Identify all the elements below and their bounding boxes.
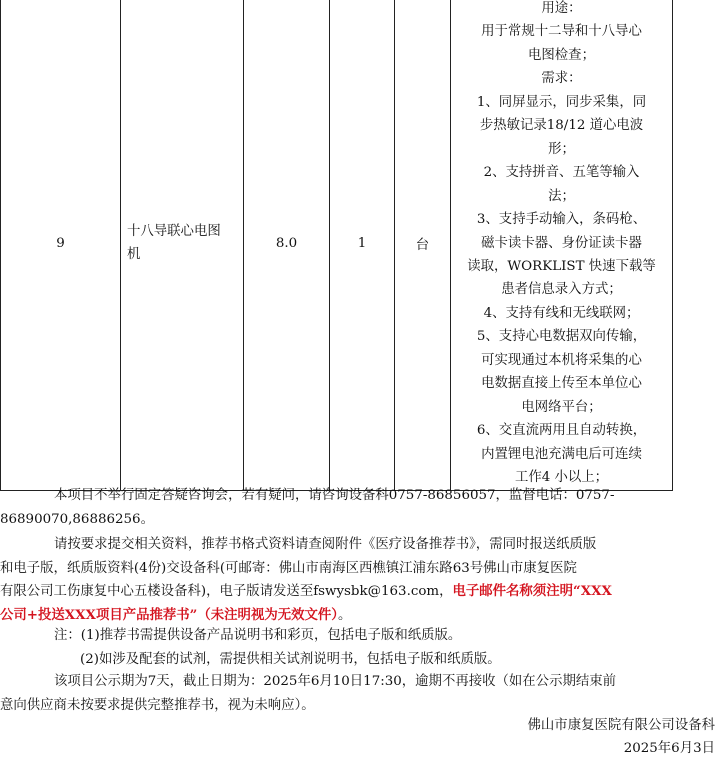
requirement-line: 内置锂电池充满电后可连续 — [481, 446, 642, 462]
requirement-line: 用途： — [541, 1, 582, 16]
requirement-line: 需求： — [541, 71, 582, 87]
note-1: 注：(1)推荐书需提供设备产品说明书和彩页，包括电子版和纸质版。 — [54, 628, 462, 643]
requirement-line: 形； — [548, 141, 575, 157]
item-number: 9 — [1, 0, 121, 490]
requirement-line: 4、支持有线和无线联网； — [483, 305, 640, 321]
notes — [0, 624, 714, 671]
requirement-line: 读取，WORKLIST 快速下载等 — [467, 258, 656, 274]
requirement-line: 6、交直流两用且自动转换， — [476, 423, 647, 439]
signature-block — [528, 714, 715, 760]
requirement-line: 步热敏记录18/12 道心电波 — [479, 118, 644, 134]
requirement-line: 电图检查； — [528, 47, 595, 63]
requirement-line: 2、支持拼音、五笔等输入 — [483, 165, 640, 181]
requirements-list — [451, 0, 672, 490]
signature-date: 2025年6月3日 — [623, 741, 715, 756]
table-row — [1, 0, 673, 490]
period-paragraph: 该项目公示期为7天，截止日期为：2025年6月10日17:30，逾期不再接收（如在公示期结束前 意向供应商未按要求提供完整推荐书，视为未响应）。 — [0, 674, 617, 713]
item-name-cell — [121, 0, 244, 490]
requirement-line: 1、同屏显示，同步采集，同 — [476, 94, 647, 110]
requirement-line: 可实现通过本机将采集的心 — [481, 352, 642, 368]
requirement-line: 患者信息录入方式； — [501, 282, 622, 298]
email-naming-requirement-cont: 公司+投送XXX项目产品推荐书”（未注明视为无效文件） — [0, 606, 338, 623]
requirement-line: 3、支持手动输入，条码枪、 — [476, 212, 647, 228]
item-name: 十八导联心电图 机 — [127, 224, 221, 263]
requirement-line: 电网络平台； — [521, 399, 602, 415]
email-naming-requirement: 电子邮件名称须注明“XXX — [452, 583, 612, 599]
requirement-line: 电数据直接上传至本单位心 — [481, 376, 642, 392]
submission-paragraph: 请按要求提交相关资料，推荐书格式资料请查阅附件《医疗设备推荐书》，需同时报送纸质版 和电子版，纸质版资料(4份)交设备科(可邮寄：佛山市南海区西樵镇江浦东路63号佛山市康复医院 有限公司工伤康复中心五楼设备科)，电子版请发送至fswysbk@163.com，电子邮件名称须注明“XXX 公司+投送XXX项目产品推荐书”（未注明视为无效文件）。 — [0, 537, 612, 623]
item-budget: 8.0 — [244, 0, 330, 490]
item-unit: 台 — [395, 0, 451, 490]
requirement-line: 工作4 小以上； — [514, 470, 609, 486]
requirement-line: 用于常规十二导和十八导心 — [481, 24, 642, 40]
requirement-line: 5、支持心电数据双向传输， — [476, 329, 647, 345]
item-requirements — [451, 0, 673, 490]
item-quantity: 1 — [330, 0, 395, 490]
consult-paragraph: 本项目不举行固定答疑咨询会，若有疑问，请咨询设备科0757-86856057，监督电话：0757- 86890070,86886256。 — [0, 488, 615, 527]
requirement-line: 磁卡读卡器、身份证读卡器 — [481, 235, 642, 251]
signature-org: 佛山市康复医院有限公司设备科 — [527, 718, 715, 733]
requirement-line: 法； — [548, 188, 575, 204]
note-2: (2)如涉及配套的试剂，需提供相关试剂说明书，包括电子版和纸质版。 — [80, 651, 501, 667]
